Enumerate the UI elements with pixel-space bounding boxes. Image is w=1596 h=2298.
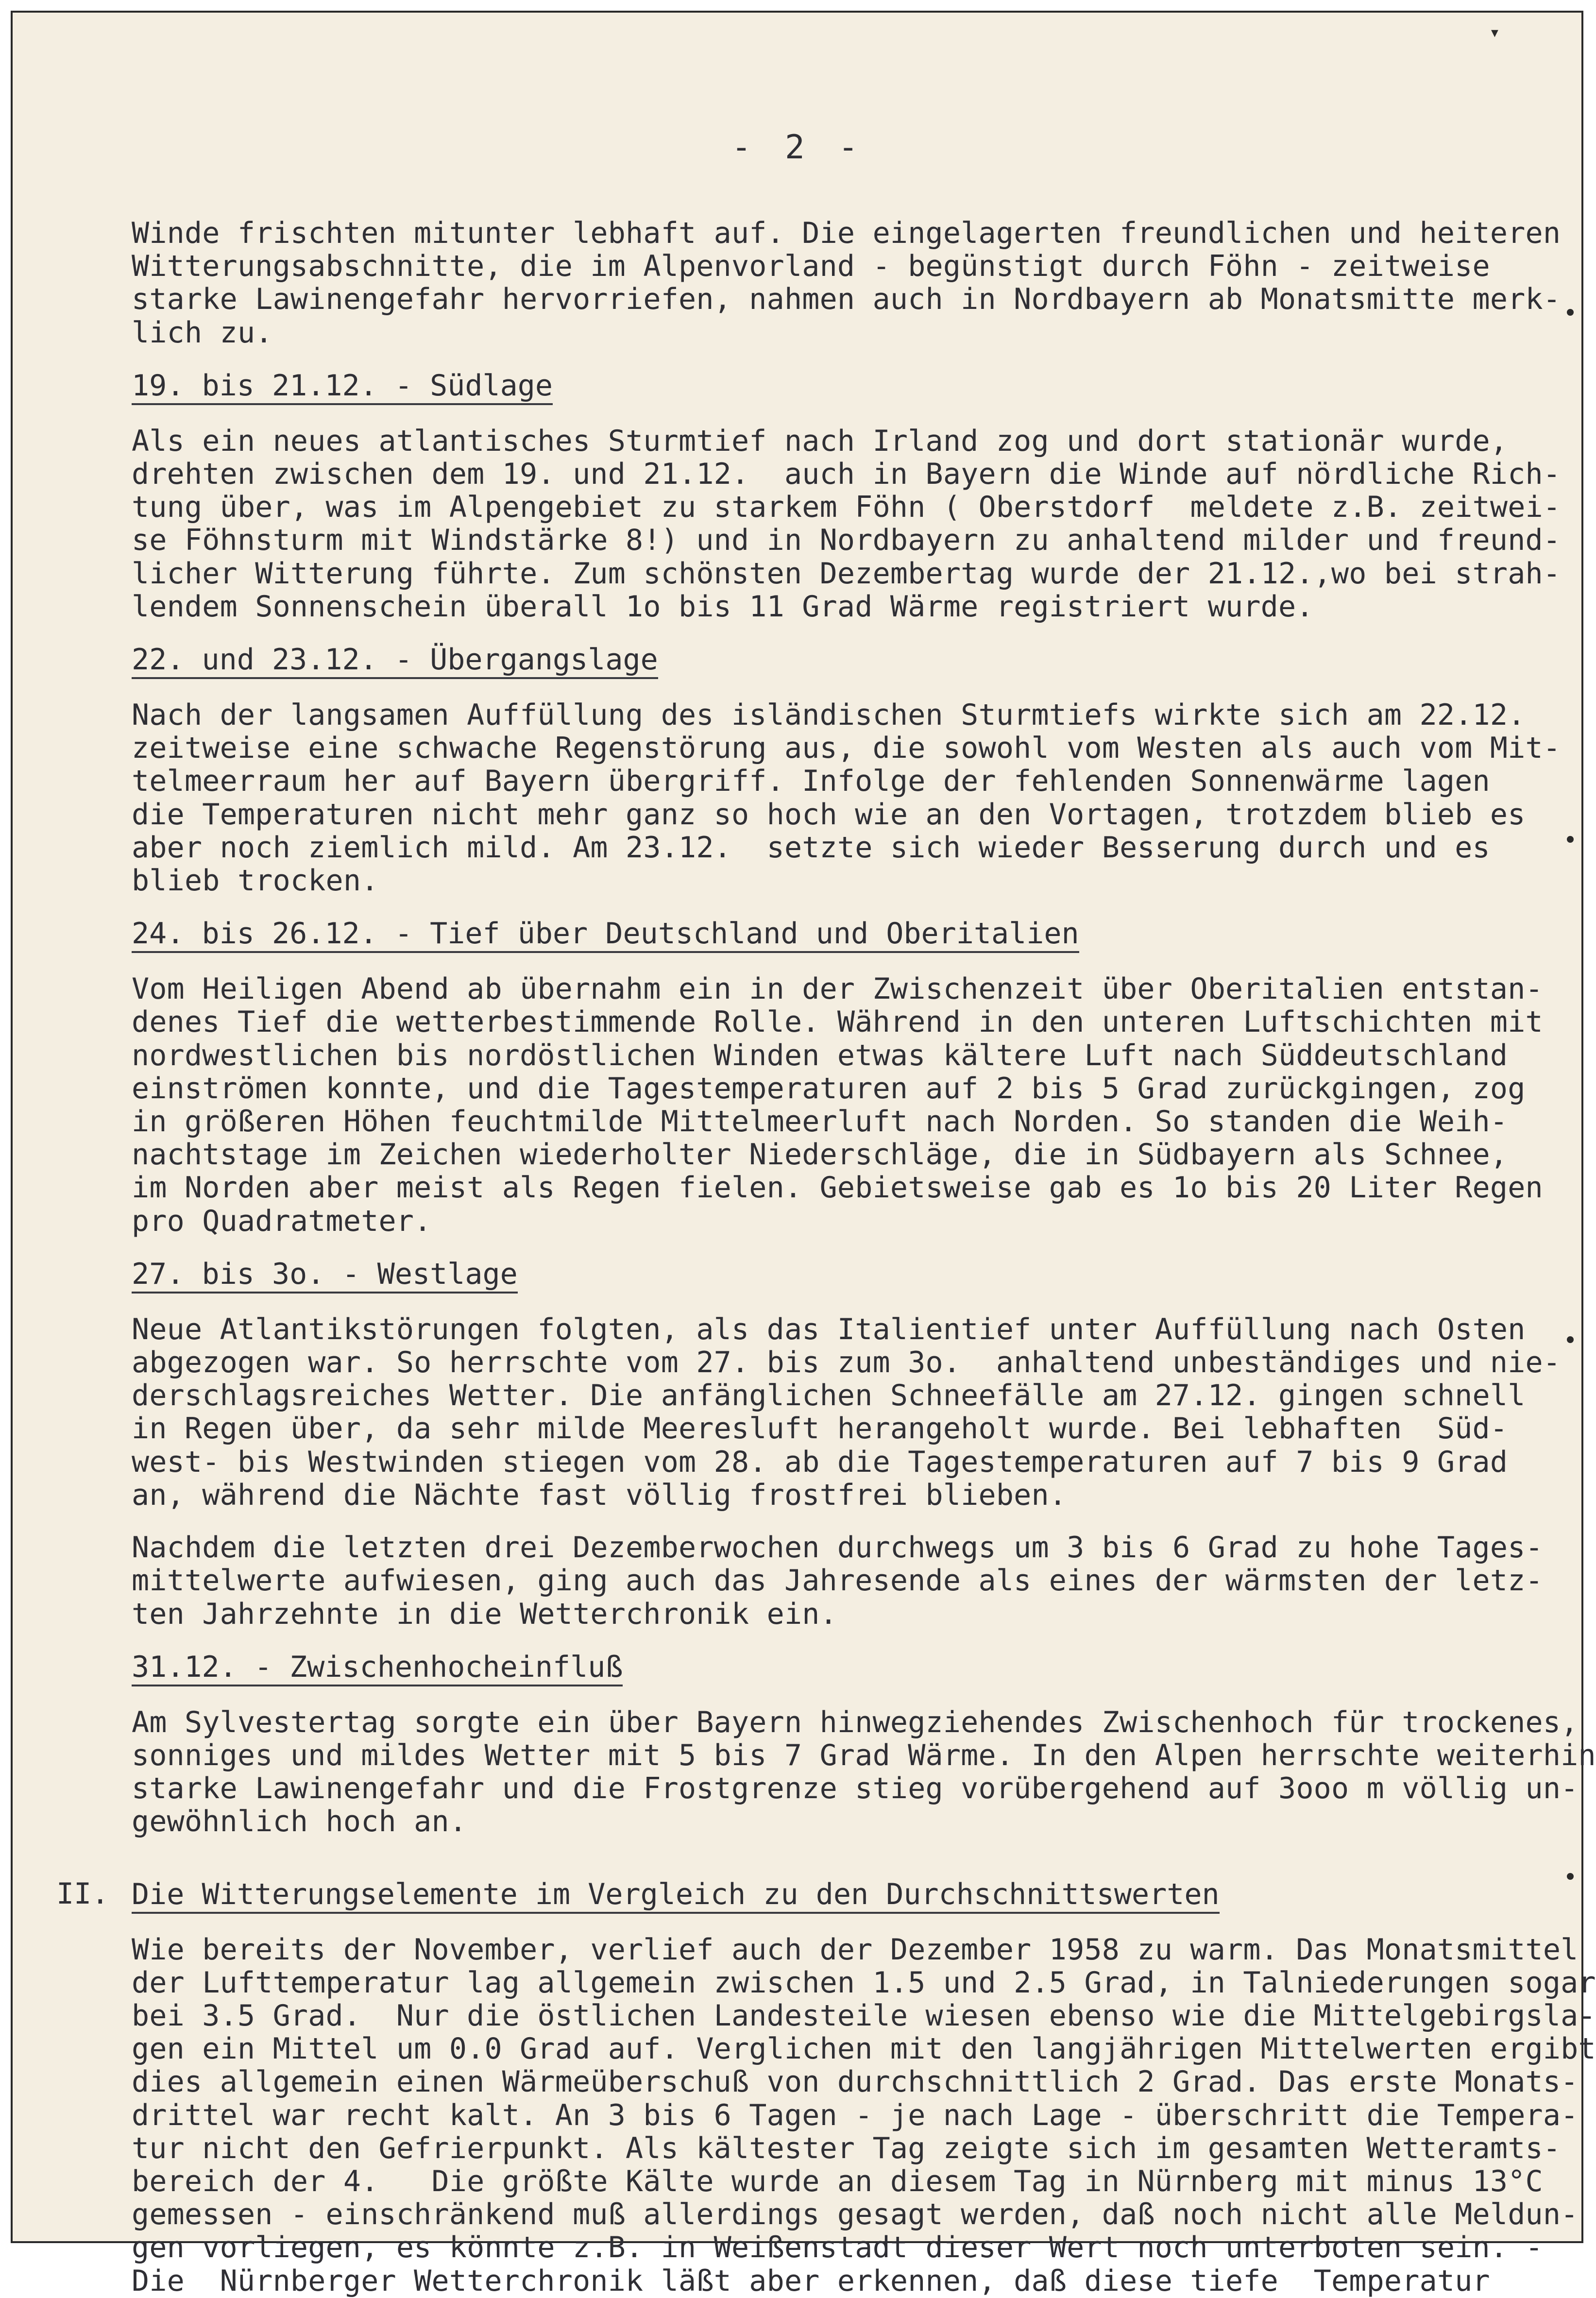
section-heading: 24. bis 26.12. - Tief über Deutschland und Oberitalien: [132, 917, 1079, 953]
chapter-numeral: II.: [56, 1876, 109, 1911]
section-heading-block: [132, 369, 1584, 405]
section-heading-block: [132, 1650, 1584, 1686]
section-heading: 19. bis 21.12. - Südlage: [132, 369, 553, 405]
section-heading: 27. bis 3o. - Westlage: [132, 1258, 518, 1294]
section-paragraph: Nach der langsamen Auffüllung des isländischen Sturmtiefs wirkte sich am 22.12. zeitweise eine schwache Regenstörung aus, die sowohl vom Westen als auch vom Mit- telmeerraum her auf Bayern übergriff. Infolge der fehlenden Sonnenwärme lagen die Temperaturen nicht mehr ganz so hoch wie an den Vortagen, trotzdem blieb es aber noch ziemlich mild. Am 23.12. setzte sich wieder Besserung durch und es blieb trocken.: [132, 698, 1561, 898]
corner-mark: ▾: [1489, 21, 1500, 43]
intro-paragraph: Winde frischten mitunter lebhaft auf. Die eingelagerten freundlichen und heiteren Witterungsabschnitte, die im Alpenvorland - begünstigt durch Föhn - zeitweise starke Lawinengefahr hervorriefen, nahmen auch in Nordbayern ab Monatsmitte merk- lich zu.: [132, 216, 1561, 350]
section-paragraph: Als ein neues atlantisches Sturmtief nach Irland zog und dort stationär wurde, drehten zwischen dem 19. und 21.12. auch in Bayern die Winde auf nördliche Rich- tung über, was im Alpengebiet zu starkem Föhn ( Oberstdorf meldete z.B. zeitwei- se Föhnsturm mit Windstärke 8!) und in Nordbayern zu anhaltend milder und freund- licher Witterung führte. Zum schönsten Dezembertag wurde der 21.12.,wo bei strah- lendem Sonnenschein überall 1o bis 11 Grad Wärme registriert wurde.: [132, 424, 1561, 624]
margin-dot: [1567, 1336, 1574, 1343]
margin-dot: [1567, 309, 1574, 316]
section-heading: 22. und 23.12. - Übergangslage: [132, 643, 658, 679]
section-heading-block: [132, 1257, 1584, 1294]
margin-dot: [1567, 1873, 1574, 1880]
section-paragraph: Vom Heiligen Abend ab übernahm ein in der Zwischenzeit über Oberitalien entstan- denes Tief die wetterbestimmende Rolle. Während in den unteren Luftschichten mit nordwestlichen bis nordöstlichen Winden etwas kältere Luft nach Süddeutschland einströmen konnte, und die Tagestemperaturen auf 2 bis 5 Grad zurückgingen, zog in größeren Höhen feuchtmilde Mittelmeerluft nach Norden. So standen die Weih- nachtstage im Zeichen wiederholter Niederschläge, die in Südbayern als Schnee, im Norden aber meist als Regen fielen. Gebietsweise gab es 1o bis 20 Liter Regen pro Quadratmeter.: [132, 972, 1543, 1238]
section-paragraph: Nachdem die letzten drei Dezemberwochen durchwegs um 3 bis 6 Grad zu hohe Tages- mittelwerte aufwiesen, ging auch das Jahresende als eines der wärmsten der letz- ten Jahrzehnte in die Wetterchronik ein.: [132, 1531, 1543, 1631]
chapter-heading: Die Witterungselemente im Vergleich zu den Durchschnittswerten: [132, 1878, 1220, 1914]
chapter-paragraph: Wie bereits der November, verlief auch der Dezember 1958 zu warm. Das Monatsmittel der Lufttemperatur lag allgemein zwischen 1.5 und 2.5 Grad, in Talniederungen sogar bei 3.5 Grad. Nur die östlichen Landesteile wiesen ebenso wie die Mittelgebirgsla- gen ein Mittel um 0.0 Grad auf. Verglichen mit den langjährigen Mittelwerten ergibt dies allgemein einen Wärmeüberschuß von durchschnittlich 2 Grad. Das erste Monats- drittel war recht kalt. An 3 bis 6 Tagen - je nach Lage - überschritt die Tempera- tur nicht den Gefrierpunkt. Als kältester Tag zeigte sich im gesamten Wetteramts- bereich der 4. Die größte Kälte wurde an diesem Tag in Nürnberg mit minus 13°C gemessen - einschränkend muß allerdings gesagt werden, daß noch nicht alle Meldun- gen vorliegen, es könnte z.B. in Weißenstadt dieser Wert noch unterboten sein. - Die Nürnberger Wetterchronik läßt aber erkennen, daß diese tiefe Temperatur: [132, 1932, 1596, 2298]
page-number: - 2 -: [731, 128, 865, 167]
margin-dot: [1567, 836, 1574, 843]
section-heading: 31.12. - Zwischenhocheinfluß: [132, 1651, 623, 1686]
section-paragraph: Am Sylvestertag sorgte ein über Bayern hinwegziehendes Zwischenhoch für trockenes, sonniges und mildes Wetter mit 5 bis 7 Grad Wärme. In den Alpen herrschte weiterhin starke Lawinengefahr und die Frostgrenze stieg vorübergehend auf 3ooo m völlig un- gewöhnlich hoch an.: [132, 1705, 1596, 1839]
section-heading-block: [132, 917, 1584, 953]
document-page: [11, 11, 1596, 2298]
section-heading-block: [132, 643, 1584, 679]
section-paragraph: Neue Atlantikstörungen folgten, als das Italientief unter Auffüllung nach Osten abgezogen war. So herrschte vom 27. bis zum 3o. anhaltend unbeständiges und nie- derschlagsreiches Wetter. Die anfänglichen Schneefälle am 27.12. gingen schnell in Regen über, da sehr milde Meeresluft herangeholt wurde. Bei lebhaften Süd- west- bis Westwinden stiegen vom 28. ab die Tagestemperaturen auf 7 bis 9 Grad an, während die Nächte fast völlig frostfrei blieben.: [132, 1312, 1561, 1512]
chapter-heading-block: [56, 1876, 1584, 1914]
document-body: [56, 216, 1596, 2298]
